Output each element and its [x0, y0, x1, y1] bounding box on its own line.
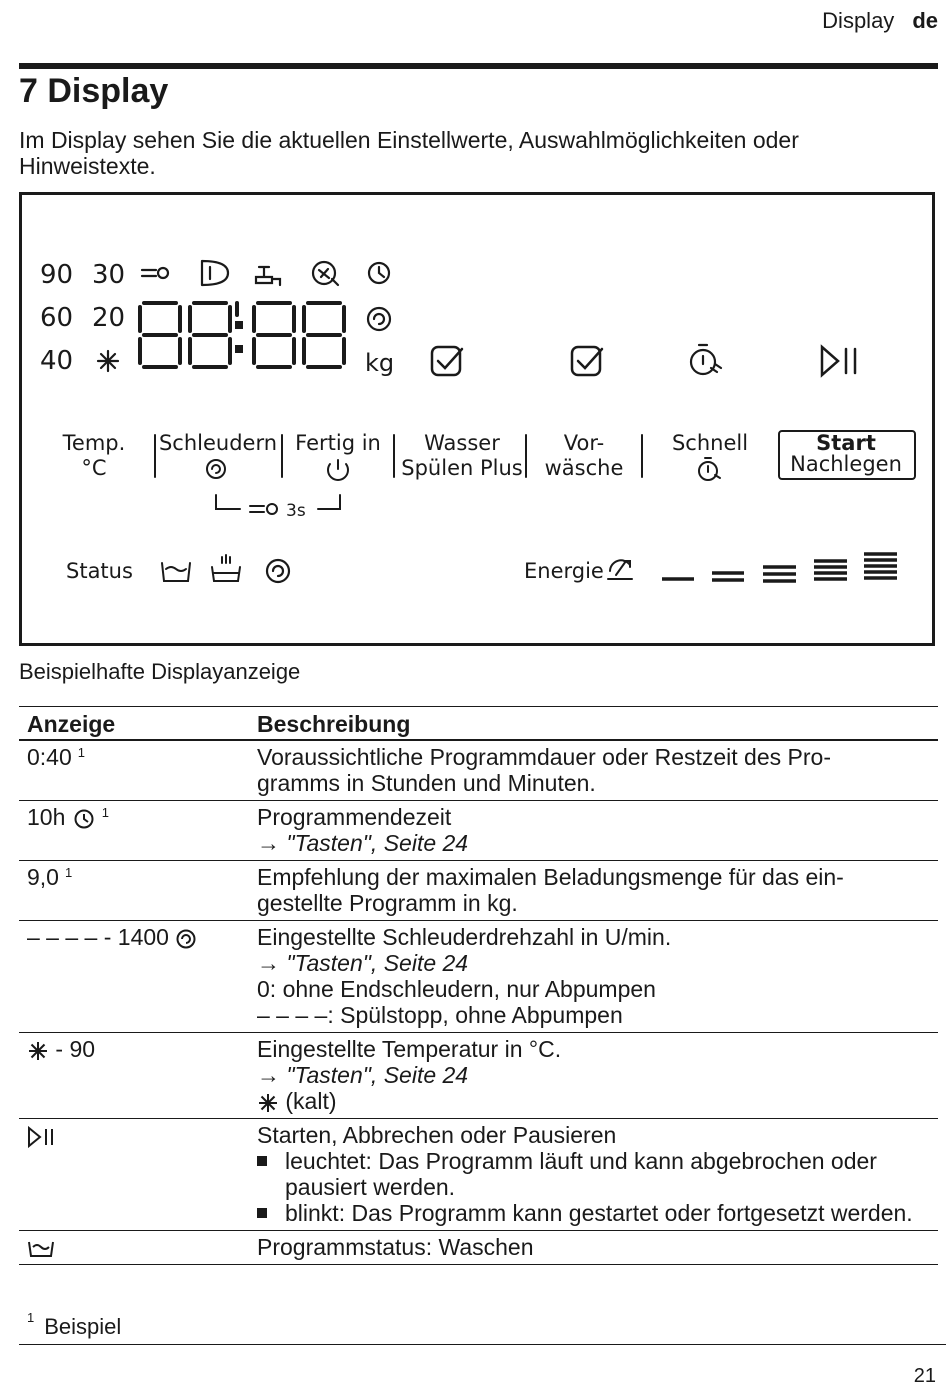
start-pause-icon: [822, 347, 855, 375]
row-desc-line: Eingestellte Schleuderdrehzahl in U/min.: [257, 924, 672, 950]
check-icon-prewash: [572, 347, 602, 375]
row-display: - 90: [55, 1036, 96, 1062]
row-display: 10h: [27, 804, 66, 830]
table-row: [19, 1231, 938, 1265]
table-row: [19, 740, 938, 801]
rinse-status-icon: [212, 555, 240, 581]
row-extra-line: 0: ohne Endschleudern, nur Abpumpen: [257, 976, 656, 1002]
col-header-display: Anzeige: [19, 707, 249, 741]
temp-90: 90: [40, 260, 74, 290]
btn-temp-line2: °C: [81, 456, 107, 480]
table-row: [19, 801, 938, 861]
dry-icon: [202, 261, 228, 285]
display-panel-drawing: [22, 195, 932, 643]
header-section: Display: [822, 8, 895, 33]
tap-icon: [256, 267, 280, 285]
row-desc-line: Starten, Abbrechen oder Pausieren: [257, 1122, 617, 1148]
start-pause-icon: [27, 1126, 57, 1148]
col-header-description: Beschreibung: [249, 707, 938, 741]
bullet-square: [257, 1156, 267, 1166]
table-row: [19, 1033, 938, 1119]
cross-reference-link[interactable]: → "Tasten", Seite 24: [257, 950, 469, 976]
footnote-mark: 1: [27, 1310, 35, 1325]
row-extra-line: (kalt): [285, 1088, 337, 1114]
bullet-square: [257, 1208, 267, 1218]
panel-caption: Beispielhafte Displayanzeige: [19, 659, 301, 684]
bullet-item: blinkt: Das Programm kann gestartet oder fortgesetzt werden.: [257, 1200, 930, 1226]
row-display: – – – – - 1400: [27, 924, 169, 950]
footnote-ref: 1: [101, 805, 109, 820]
page-number: 21: [913, 1365, 936, 1387]
spin-status-icon: [267, 560, 289, 582]
btn-start-line2: Nachlegen: [790, 452, 902, 476]
btn-prewash-line1: Vor-: [563, 431, 605, 455]
intro-text: Im Display sehen Sie die aktuellen Einstellwerte, Auswahlmöglichkeiten oder Hinweistexte.: [19, 127, 799, 179]
display-panel: [19, 192, 935, 646]
check-icon-water: [432, 347, 462, 375]
stain-icon: [313, 262, 338, 285]
btn-fast-label: Schnell: [671, 431, 749, 455]
page-title: 7 Display: [19, 72, 169, 110]
lock-icon: [142, 268, 168, 278]
bullet-item: leuchtet: Das Programm läuft und kann abgebrochen oder pausiert werden.: [257, 1148, 930, 1200]
status-label: Status: [66, 559, 133, 583]
temp-30: 30: [92, 260, 126, 290]
footnote-ref: 1: [64, 865, 73, 880]
cross-reference-link[interactable]: → "Tasten", Seite 24: [257, 1062, 469, 1088]
speed-icon-small: [699, 458, 720, 480]
finish-timer-icon: [328, 460, 348, 480]
btn-start-line1: Start: [816, 431, 876, 455]
lock-hint-text: 3s: [286, 501, 306, 521]
row-desc-line: Voraussichtliche Programmdauer oder Restzeit des Pro-: [257, 744, 831, 770]
clock-icon: [369, 263, 389, 283]
energy-level-bars: [662, 554, 897, 581]
table-row: [19, 921, 938, 1033]
footnote-text: Beispiel: [44, 1314, 122, 1339]
snowflake-icon: [98, 351, 118, 371]
display-table: [19, 706, 938, 1265]
speed-icon: [691, 345, 721, 374]
btn-water-line1: Wasser: [424, 431, 500, 455]
btn-prewash-line2: wäsche: [544, 456, 624, 480]
btn-spin-label: Schleudern: [158, 431, 278, 455]
temp-60: 60: [40, 303, 74, 333]
row-display: 0:40: [27, 744, 72, 770]
lock-hint-bracket: [216, 495, 340, 514]
row-desc-line: Eingestellte Temperatur in °C.: [257, 1036, 562, 1062]
running-header: [822, 8, 938, 34]
row-display: 9,0: [27, 864, 59, 890]
energy-label: Energie: [524, 559, 604, 583]
header-lang: de: [912, 8, 938, 33]
header-rule: [19, 63, 938, 69]
row-desc-line: Programmstatus: Waschen: [257, 1234, 534, 1260]
cross-reference-link[interactable]: → "Tasten", Seite 24: [257, 830, 469, 856]
seven-segment-display: [140, 303, 344, 367]
table-row: [19, 1119, 938, 1231]
energy-icon: [608, 560, 632, 579]
btn-temp-line1: Temp.: [62, 431, 126, 455]
wash-status-icon: [162, 563, 190, 581]
row-extra-line: – – – –: Spülstopp, ohne Abpumpen: [257, 1002, 623, 1028]
btn-water-line2: Spülen Plus: [401, 456, 523, 480]
clock-icon: [72, 807, 96, 831]
btn-finish-label: Fertig in: [295, 431, 381, 455]
wash-status-icon: [27, 1238, 55, 1260]
table-header-row: [19, 707, 938, 741]
row-desc-line: Empfehlung der maximalen Beladungsmenge für das ein-: [257, 864, 844, 890]
kg-label: kg: [365, 349, 395, 377]
table-row: [19, 861, 938, 921]
temp-40: 40: [40, 346, 74, 376]
row-desc-line: Programmendezeit: [257, 804, 452, 830]
footnote: [19, 1312, 946, 1345]
snowflake-icon: [27, 1040, 49, 1062]
row-desc-line: gestellte Programm in kg.: [257, 890, 518, 916]
spin-icon-small: [207, 460, 225, 478]
temp-20: 20: [92, 303, 126, 333]
row-desc-line: gramms in Stunden und Minuten.: [257, 770, 596, 796]
spin-icon: [175, 928, 197, 950]
footnote-ref: 1: [77, 745, 85, 760]
snowflake-icon: [257, 1092, 279, 1114]
spin-icon: [368, 308, 390, 330]
